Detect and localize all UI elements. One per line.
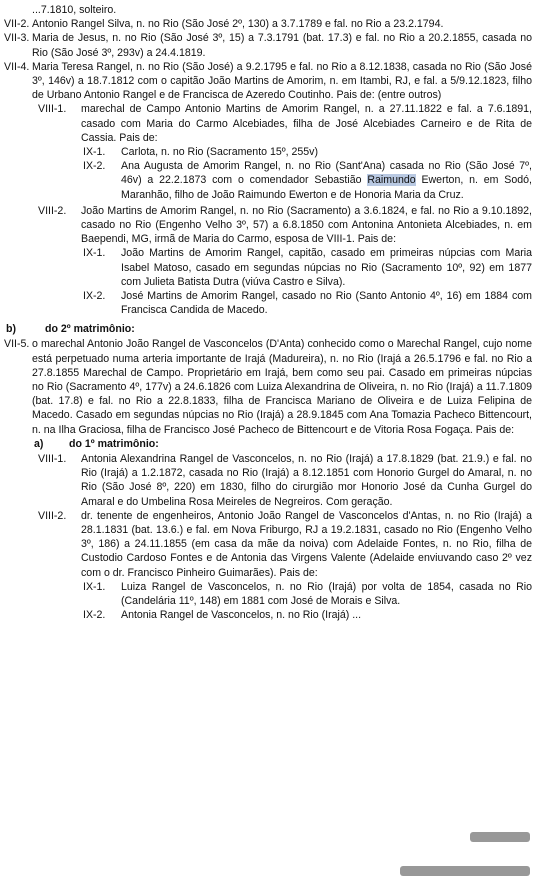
entry-text: Luiza Rangel de Vasconcelos, n. no Rio (Irajá) por volta de 1854, casada no Rio (Candelária 11º, 148) em 1881 com José de Morais e Silva. — [121, 580, 532, 607]
entry-ix-2 — [0, 608, 538, 622]
entry-label: VII-4. — [4, 60, 30, 73]
entry-viii-1 — [0, 102, 538, 145]
entry-label: VII-2. — [4, 18, 30, 31]
entry-text-part: Ewerton, n. em Sodó, Maranhão, filho de João Raimundo Ewerton e de Honoria Maria da Cruz. — [121, 174, 532, 201]
entry-text: Carlota, n. no Rio (Sacramento 15º, 255v) — [121, 146, 319, 159]
subsection-title: do 1º matrimônio: — [69, 437, 159, 450]
entry-vii-5 — [0, 337, 538, 436]
entry-ix-2 — [0, 159, 538, 202]
subsection-label: a) — [34, 437, 44, 450]
entry-text — [121, 159, 532, 202]
entry-label: IX-2. — [83, 160, 106, 173]
entry-label: VIII-1. — [38, 452, 67, 465]
entry-text: João Martins de Amorim Rangel, capitão, casado em primeiras núpcias com Maria Isabel Matoso, casado em segundas núpcias no Rio (Sacramento 10º, 92) em 1877 com Julieta Batista Dutra (viúva Castro e Silva). — [121, 247, 532, 288]
entry-vii-2 — [0, 17, 538, 31]
entry-label: IX-1. — [83, 247, 106, 260]
entry-continuation — [0, 0, 538, 17]
entry-viii-2 — [0, 509, 538, 580]
entry-text: Antonia Rangel de Vasconcelos, n. no Rio (Irajá) ... — [121, 609, 362, 622]
entry-viii-2 — [0, 204, 538, 247]
entry-text: José Martins de Amorim Rangel, casado no Rio (Santo Antonio 4º, 16) em 1884 com Francisca Candida de Macedo. — [121, 290, 532, 317]
ink-smudge — [400, 866, 530, 876]
entry-vii-3 — [0, 31, 538, 59]
entry-label: IX-2. — [83, 609, 106, 622]
entry-text: Maria Teresa Rangel, n. no Rio (São José) a 9.2.1795 e fal. no Rio a 8.12.1838, casada no Rio (São José 3º, 146v) a 18.7.1812 com o capitão João Martins de Amorim, n. em Itambi, RJ, e fal. a 5/9.12.1823, filho de Urbano Antonio Rangel e de Francisca de Azeredo Coutinho. Pais de: (entre outros) — [32, 60, 532, 102]
subsection-heading — [0, 437, 538, 452]
entry-text: ...7.1810, solteiro. — [32, 4, 117, 16]
highlighted-word[interactable]: Raimundo — [367, 174, 416, 187]
entry-label: VIII-1. — [38, 103, 67, 116]
entry-text: João Martins de Amorim Rangel, n. no Rio (Sacramento) a 3.6.1824, e fal. no Rio a 9.10.1892, casado no Rio (Engenho Velho 3º, 57) a 6.8.1850 com Antonina Antonieta Alcebiades, n. em Baependi, MG, irmã de Maria do Carmo, esposa de VIII-1. Pais de: — [81, 204, 532, 246]
entry-ix-1 — [0, 580, 538, 608]
entry-text: Antonia Alexandrina Rangel de Vasconcelos, n. no Rio (Irajá) a 17.8.1829 (bat. 21.9.) e fal. no Rio (Irajá) a 1.2.1872, casada no Rio (Irajá) a 8.12.1851 com Honorio Gurgel do Amaral, n. no Rio (São José 8º, 220) em 1830, filho do cirurgião mor Honorio José da Cunha Gurgel do Amaral e do Umbelina Rosa Meireles de Negreiros. Com geração. — [81, 452, 532, 508]
section-label: b) — [6, 323, 16, 336]
entry-viii-1 — [0, 452, 538, 509]
entry-text: o marechal Antonio João Rangel de Vasconcelos (D'Anta) conhecido como o Marechal Rangel, cujo nome está perpetuado numa arteria importante de Irajá (Madureira), n. no Rio (Irajá a 26.5.1796 e fal. no Rio a 27.8.1855 Marechal de Campo. Proprietário em Irajá, bem como seu pai. Casado em primeiras núpcias no Rio (Sacramento 4º, 177v) a 24.6.1826 com Luiza Alexandrina de Oliveira, n. no Rio (Irajá) a 11.7.1809 (bat. 17.8) e fal. no Rio a 22.8.1833, filha de Francisca Mariano de Oliveira e de Luiza Felipina de Macedo. Casado em segundas núpcias no Rio (Irajá) a 28.9.1845 com Ana Tomazia Pacheco Bittencourt, n. na Ilha Graciosa, filha de Francisco José Pacheco de Bittencourt e de Vitoria Rosa Fogaça. Pais de: — [32, 338, 532, 436]
entry-label: IX-1. — [83, 580, 106, 593]
entry-text-part: Ana Augusta de Amorim Rangel, n. no Rio (Sant'Ana) casada no Rio (São José 7º, 46v) a 22.2.1873 com o comendador Sebastião — [121, 160, 532, 187]
entry-ix-1 — [0, 246, 538, 289]
entry-label: IX-2. — [83, 290, 106, 303]
entry-vii-4 — [0, 60, 538, 103]
entry-text: Antonio Rangel Silva, n. no Rio (São José 2º, 130) a 3.7.1789 e fal. no Rio a 23.2.1794. — [32, 18, 444, 31]
entry-label: IX-1. — [83, 146, 106, 159]
entry-label: VII-5. — [4, 338, 30, 351]
entry-ix-2 — [0, 289, 538, 317]
entry-text: Maria de Jesus, n. no Rio (São José 3º, 15) a 7.3.1791 (bat. 17.3) e fal. no Rio a 20.2.1855, casada no Rio (São José 3º, 293v) a 24.4.1819. — [32, 32, 532, 59]
entry-label: VII-3. — [4, 32, 30, 45]
entry-label: VIII-2. — [38, 204, 67, 217]
ink-smudge — [470, 832, 530, 842]
entry-text: dr. tenente de engenheiros, Antonio João Rangel de Vasconcelos d'Antas, n. no Rio (Irajá) a 28.1.1831 (bat. 13.6.) e fal. em Nova Friburgo, RJ a 19.2.1831, casado no Rio (Engenho Velho 3º, 186) a 24.11.1855 (em casa da mãe da noiva) com Adelaide Fontes, n. no Rio, filha de Custodio Cardoso Fontes e de Antonia das Virgens Valente (Adelaide enviuvando caso 2º vez com o dr. Francisco Pinheiro Guimarães). Pais de: — [81, 509, 532, 579]
entry-ix-1 — [0, 145, 538, 159]
entry-label: VIII-2. — [38, 509, 67, 522]
section-title: do 2º matrimônio: — [45, 323, 135, 336]
section-heading — [0, 322, 538, 337]
entry-text: marechal de Campo Antonio Martins de Amorim Rangel, n. a 27.11.1822 e fal. a 7.6.1891, casado com Maria do Carmo Alcebiades, filha de José Alcebiades Carneiro e de Rita de Cassia. Pais de: — [81, 103, 532, 144]
